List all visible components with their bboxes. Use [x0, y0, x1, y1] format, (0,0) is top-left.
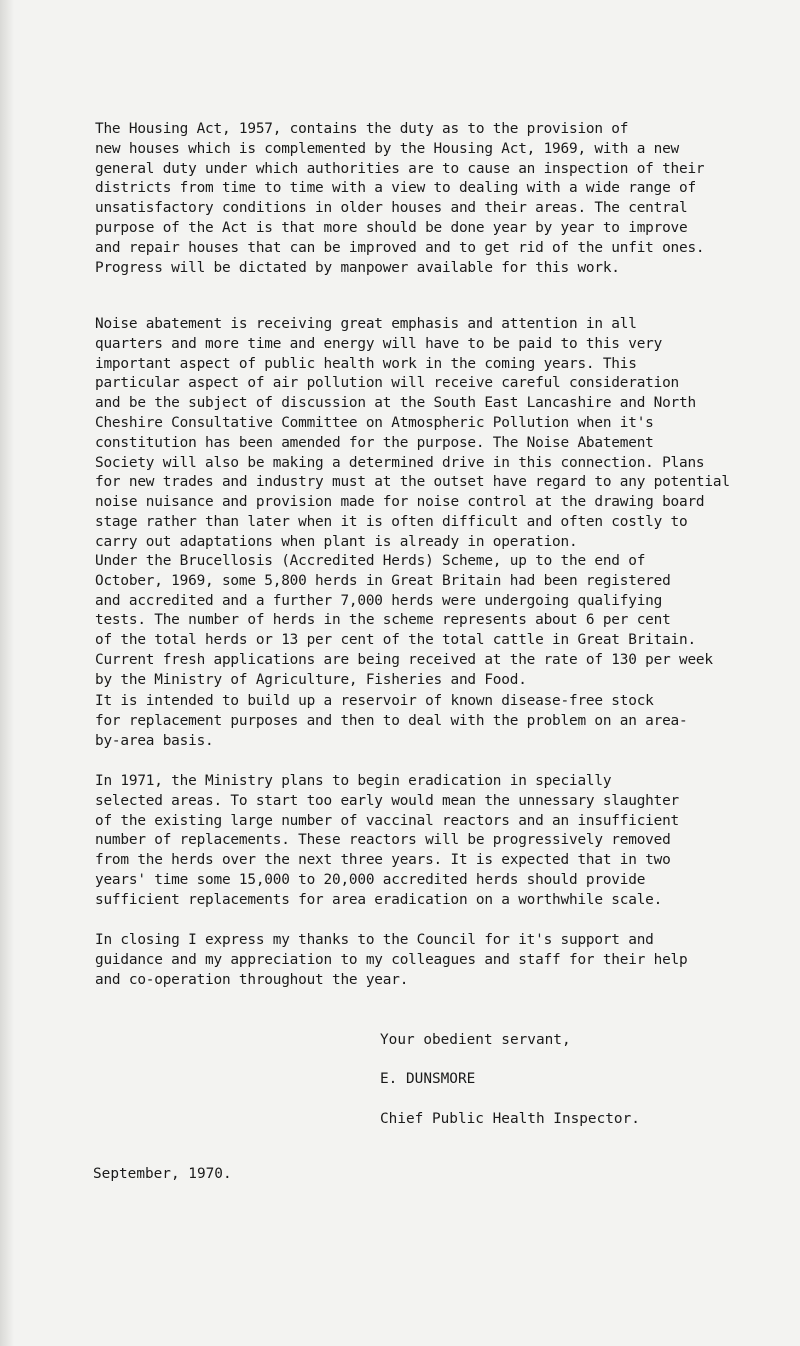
paragraph-eradication-plans: In 1971, the Ministry plans to begin eradication in specially selected areas. To start too early would mean the unnessary slaughter of the existing large number of vaccinal reactors and an insufficient number of replacements. These reactors will be progressively removed from the herds over the next three years. It is expected that in two years' time some 15,000 to 20,000 accredited herds should provide sufficient replacements for area eradication on a worthwhile scale.: [95, 773, 680, 908]
paragraph-brucellosis-scheme: Under the Brucellosis (Accredited Herds) Scheme, up to the end of October, 1969, some 5,800 herds in Great Britain had been registered and accredited and a further 7,000 herds were undergoing qualifying tests. The number of herds in the scheme represents about 6 per cent of the total herds or 13 per cent of the total cattle in Great Britain. Current fresh applications are being received at the rate of 130 per week by the Ministry of Agriculture, Fisheries and Food.: [95, 553, 713, 688]
signature-name: E. DUNSMORE: [380, 1071, 476, 1087]
paragraph-housing-act: The Housing Act, 1957, contains the duty as to the provision of new houses which is complemented by the Housing Act, 1969, with a new general duty under which authorities are to cause an inspection of their districts from time to time with a view to dealing with a wide range of unsatisfactory conditions in older houses and their areas. The central purpose of the Act is that more should be done year by year to improve and repair houses that can be improved and to get rid of the unfit ones. Progress will be dictated by manpower available for this work.: [95, 121, 705, 276]
page-edge-shadow: [0, 0, 14, 1346]
signature-title: Chief Public Health Inspector.: [380, 1111, 640, 1127]
paragraph-closing-thanks: In closing I express my thanks to the Council for it's support and guidance and my appreciation to my colleagues and staff for their help and co-operation throughout the year.: [95, 932, 688, 988]
document-date: September, 1970.: [93, 1166, 232, 1182]
paragraph-disease-free-reservoir: It is intended to build up a reservoir of known disease-free stock for replacement purposes and then to deal with the problem on an area- by-area basis.: [95, 693, 688, 749]
paragraph-noise-abatement: Noise abatement is receiving great emphasis and attention in all quarters and more time and energy will have to be paid to this very important aspect of public health work in the coming years. This particular aspect of air pollution will receive careful consideration and be the subject of discussion at the South East Lancashire and North Cheshire Consultative Committee on Atmospheric Pollution when it's constitution has been amended for the purpose. The Noise Abatement Society will also be making a determined drive in this connection. Plans for new trades and industry must at the outset have regard to any potential noise nuisance and provision made for noise control at the drawing board stage rather than later when it is often difficult and often costly to carry out adaptations when plant is already in operation.: [95, 316, 730, 550]
signature-closing: Your obedient servant,: [380, 1032, 571, 1048]
